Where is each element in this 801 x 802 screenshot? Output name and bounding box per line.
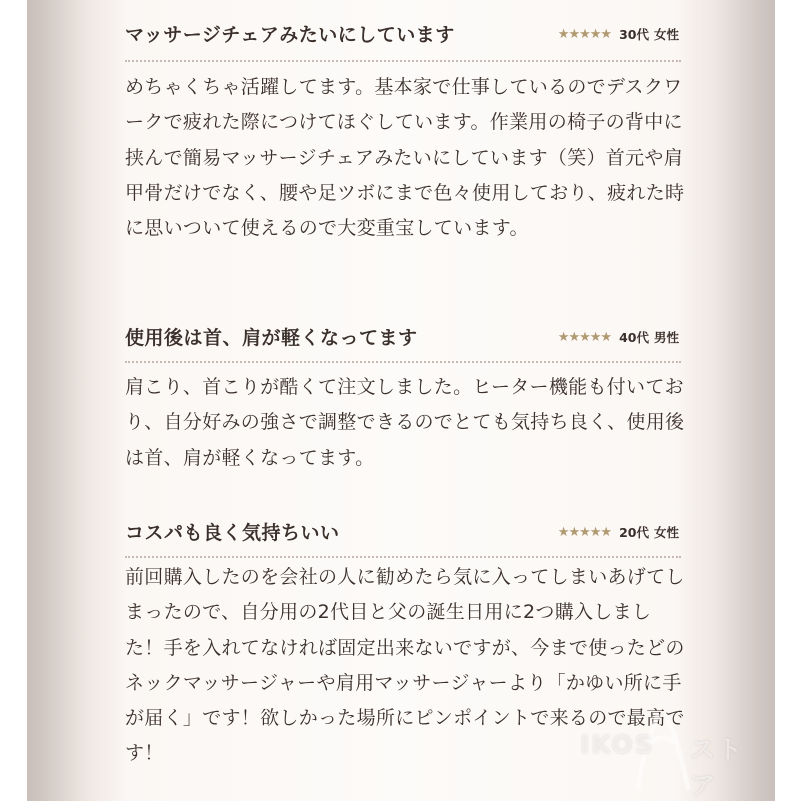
review-header [125,323,681,351]
rating-stars-icon: ★★★★★ [557,329,612,345]
review-card [125,20,685,240]
dotted-divider [125,60,681,62]
reviewer-age: 40代 [619,330,649,345]
dotted-divider [125,361,681,363]
review-meta [558,25,679,43]
review-title: 使用後は首、肩が軽くなってます [125,327,418,349]
review-body: めちゃくちゃ活躍してます。基本家で仕事しているのでデスクワークで疲れた際につけてほぐしています。作業用の椅子の背中に挟んで簡易マッサージチェアみたいにしています（笑）首元や肩甲骨だけでなく、腰や足ツボにまで色々使用しており、疲れた時に思いついて使えるので大変重宝しています。 [125,76,685,240]
reviewer-gender: 男性 [653,330,679,345]
review-meta [558,328,679,346]
review-header [125,518,681,546]
dotted-divider [125,556,681,558]
reviewer-gender: 女性 [653,525,679,540]
reviewer-gender: 女性 [653,27,679,42]
review-body: 前回購入したのを会社の人に勧めたら気に入ってしまいあげてしまったので、自分用の2代目と父の誕生日用に2つ購入しました！手を入れてなければ固定出来ないですが、今まで使ったどのネックマッサージャーや肩用マッサージャーより「かゆい所に手が届く」です！欲しかった場所にピンポイントで来るので最高です！ [125,566,685,765]
review-title: マッサージチェアみたいにしています [125,24,455,46]
watermark-left: IKOS [580,730,655,759]
rating-stars-icon: ★★★★★ [557,26,612,42]
watermark-right: ストア [690,735,745,800]
review-header [125,20,681,48]
reviewer-age: 20代 [619,525,649,540]
review-card [125,323,685,469]
review-body: 肩こり、首こりが酷くて注文しました。ヒーター機能も付いており、自分好みの強さで調整できるのでとても気持ち良く、使用後は首、肩が軽くなってます。 [125,376,685,469]
review-meta [558,523,679,541]
review-title: コスパも良く気持ちいい [125,522,340,544]
reviewer-age: 30代 [619,27,649,42]
rating-stars-icon: ★★★★★ [557,524,612,540]
